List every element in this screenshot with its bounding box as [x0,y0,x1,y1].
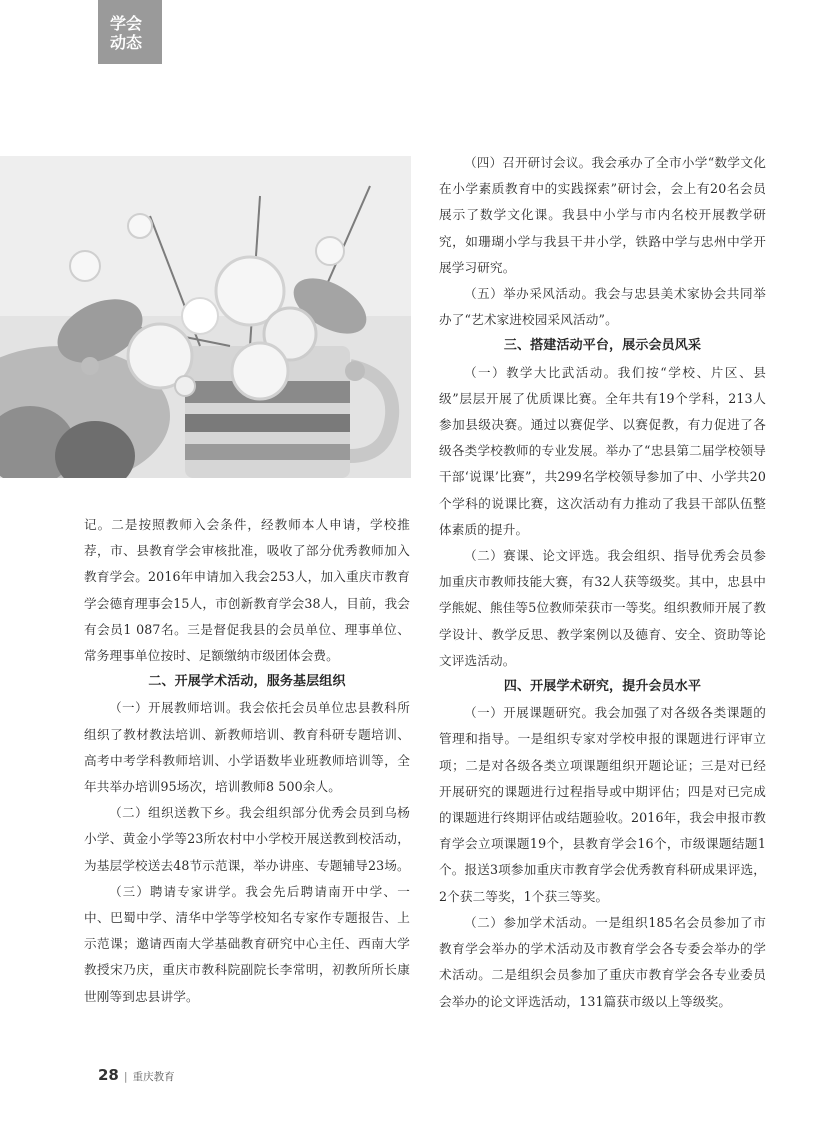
paragraph-keyword: （五）举办采风活动。 [464,286,595,302]
paragraph-keyword: （二）赛课、论文评选。 [464,548,608,564]
paragraph-body: 一是组织185名会员参加了市教育学会举办的学术活动及市教育学会各专委会举办的学术活动。二是组织会员参加了重庆市教育学会各专业委员会举办的论文评选活动，131篇获市级以上等级奖。 [439,914,767,1009]
paragraph: 记。二是按照教师入会条件，经教师本人申请，学校推荐，市、县教育学会审核批准，吸收了部分优秀教师加入教育学会。2016年申请加入我会253人，加入重庆市教育学会德育理事会15人，市创新教育学会38人，目前，我会有会员1 087名。三是督促我县的会员单位、理事单位、常务理事单位按时、足额缴纳市级团体会费。 [84,517,410,664]
paragraph [439,281,766,333]
right-column [439,150,766,1015]
section-heading: 三、搭建活动平台，展示会员风采 [503,338,702,354]
paragraph-body: 我会加强了对各级各类课题的管理和指导。一是组织专家对学校申报的课题进行评审立项；二是对各级各类立项课题组织开题论证；三是对已经开展研究的课题进行过程指导或中期评估；四是对已完成的课题进行终期评估或结题验收。2016年，我会申报市教育学会立项课题19个，县教育学会16个，市级课题结题1个。报送3项参加重庆市教育学会优秀教育科研成果评选，2个获二等奖，1个获三等奖。 [439,705,767,904]
paragraph-keyword: （一）开展课题研究。 [464,705,595,721]
section-tag-line1: 学会 [110,14,143,33]
section-tag-line2: 动态 [110,33,143,52]
left-column [84,512,410,1010]
flower-vase-illustration [0,156,411,478]
page-number: 28 [98,1066,119,1084]
paragraph-keyword: （一）教学大比武活动。 [464,364,618,380]
paragraph-keyword: （一）开展教师培训。 [109,700,240,716]
section-tag [98,0,162,64]
journal-name: 重庆教育 [132,1071,175,1083]
paragraph [439,910,766,1015]
paragraph-body: 我会承办了全市小学“数学文化在小学素质教育中的实践探索”研讨会，会上有20名会员展示了数学文化课。我县中小学与市内名校开展教学研究，如珊瑚小学与我县干井小学，铁路中学与忠州中学开展学习研究。 [439,155,767,275]
paragraph-keyword: （二）参加学术活动。 [464,914,596,930]
paragraph [439,360,766,543]
paragraph [439,543,766,674]
paragraph-body: 我会依托会员单位忠县教科所组织了教材教法培训、新教师培训、教育科研专题培训、高考中考学科教师培训、小学语数毕业班教师培训等，全年共举办培训95场次，培训教师8 500余人。 [84,700,411,795]
footer-separator: | [123,1070,128,1083]
paragraph-body: 我们按“学校、片区、县级”层层开展了优质课比赛。全年共有19个学科，213人参加县级决赛。通过以赛促学、以赛促教，有力促进了各级各类学校教师的专业发展。举办了“忠县第二届学校领导干部‘说课’比赛”，共299名学校领导参加了中、小学共20个学科的说课比赛，这次活动有力推动了我县干部队伍整体素质的提升。 [439,364,766,537]
paragraph-keyword: （四）召开研讨会议。 [464,155,592,170]
paragraph-keyword: （二）组织送教下乡。 [109,805,240,821]
paragraph [439,700,766,910]
section-heading: 四、开展学术研究，提升会员水平 [503,679,702,695]
paragraph [439,150,766,281]
paragraph-body: 我会组织、指导优秀会员参加重庆市教师技能大赛，有32人获等级奖。其中，忠县中学熊妮、熊佳等5位教师荣获市一等奖。组织教师开展了教学设计、教学反思、教学案例以及德育、安全、资助等论文评选活动。 [439,548,766,668]
page-footer [98,1066,175,1084]
section-heading: 二、开展学术活动，服务基层组织 [148,674,346,690]
paragraph [84,800,410,879]
paragraph-body: 我会组织部分优秀会员到乌杨小学、黄金小学等23所农村中小学校开展送教到校活动，为基层学校送去48节示范课，举办讲座、专题辅导23场。 [84,805,411,873]
paragraph-body: 我会与忠县美术家协会共同举办了“艺术家进校园采风活动”。 [439,286,767,328]
flower-vase-photo [0,156,411,478]
paragraph-keyword: （三）聘请专家讲学。 [109,883,246,899]
paragraph [84,879,410,1010]
paragraph-body: 我会先后聘请南开中学、一中、巴蜀中学、清华中学等学校知名专家作专题报告、上示范课；邀请西南大学基础教育研究中心主任、西南大学教授宋乃庆，重庆市教科院副院长李常明，初教所所长康世刚等到忠县讲学。 [84,883,410,1004]
paragraph [84,695,410,800]
